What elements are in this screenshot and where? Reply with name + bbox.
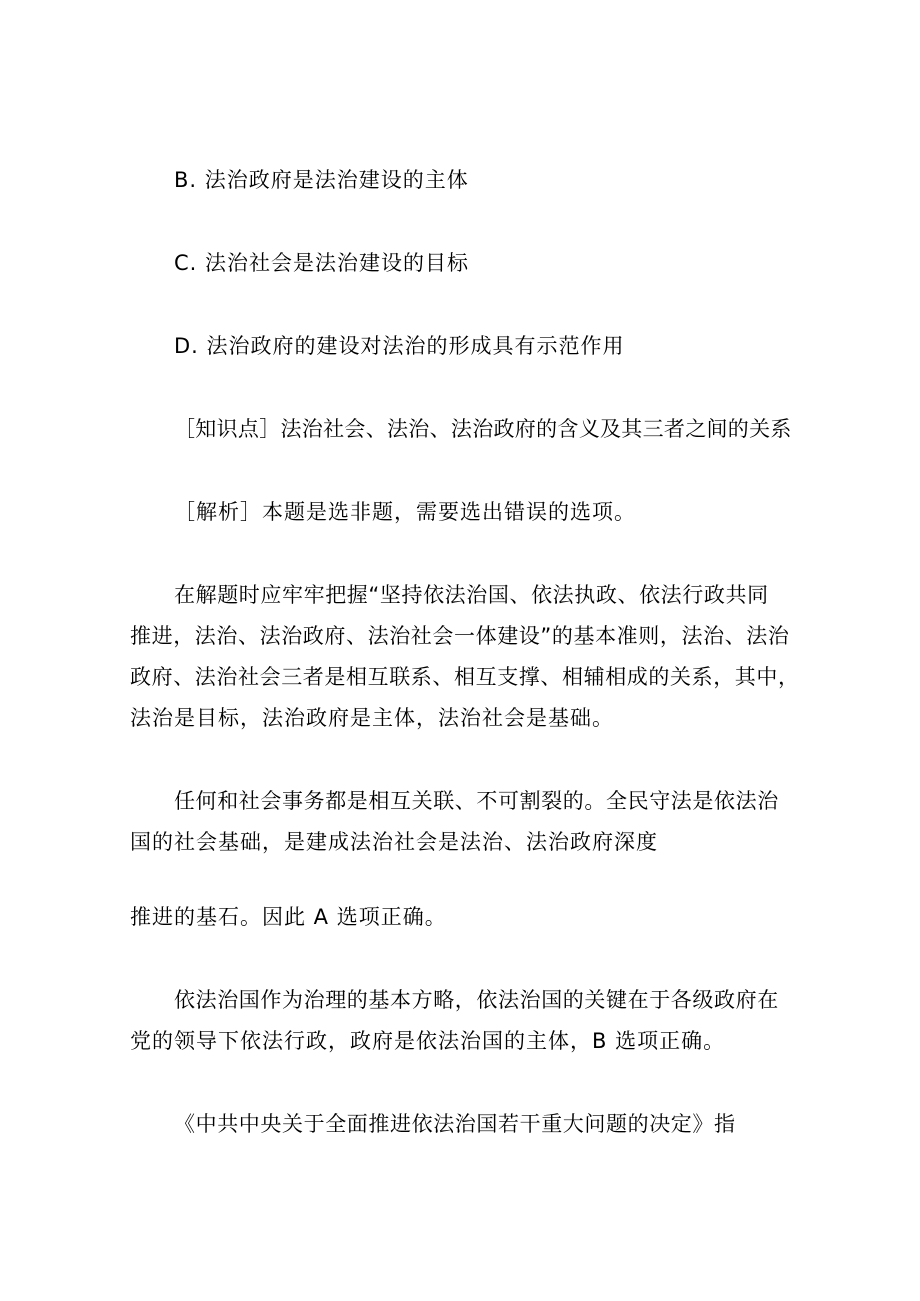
paragraph-3-line-1: 依法治国作为治理的基本方略，依法治国的关键在于各级政府在 — [174, 988, 779, 1012]
paragraph-3-line-2: 党的领导下依法行政，政府是依法治国的主体，B 选项正确。 — [130, 1029, 726, 1053]
paragraph-2-tail: 推进的基石。因此 A 选项正确。 — [130, 905, 447, 929]
knowledge-point: ［知识点］法治社会、法治、法治政府的含义及其三者之间的关系 — [174, 417, 792, 441]
option-b: B. 法治政府是法治建设的主体 — [174, 168, 469, 192]
paragraph-1-line-4: 法治是目标，法治政府是主体，法治社会是基础。 — [130, 706, 614, 730]
paragraph-1-line-1: 在解题时应牢牢把握“坚持依法治国、依法执政、依法行政共同 — [174, 583, 769, 607]
analysis-heading: ［解析］本题是选非题，需要选出错误的选项。 — [174, 500, 636, 524]
paragraph-1-line-2: 推进，法治、法治政府、法治社会一体建设”的基本准则，法治、法治 — [130, 624, 790, 648]
paragraph-2-line-2: 国的社会基础，是建成法治社会是法治、法治政府深度 — [130, 830, 658, 854]
paragraph-4-line-1: 《中共中央关于全面推进依法治国若干重大问题的决定》指 — [174, 1112, 736, 1136]
option-c: C. 法治社会是法治建设的目标 — [174, 251, 470, 275]
option-d: D. 法治政府的建设对法治的形成具有示范作用 — [174, 334, 625, 358]
paragraph-2-line-1: 任何和社会事务都是相互关联、不可割裂的。全民守法是依法治 — [174, 789, 779, 813]
paragraph-1-line-3: 政府、法治社会三者是相互联系、相互支撑、相辅相成的关系，其中， — [130, 665, 800, 689]
